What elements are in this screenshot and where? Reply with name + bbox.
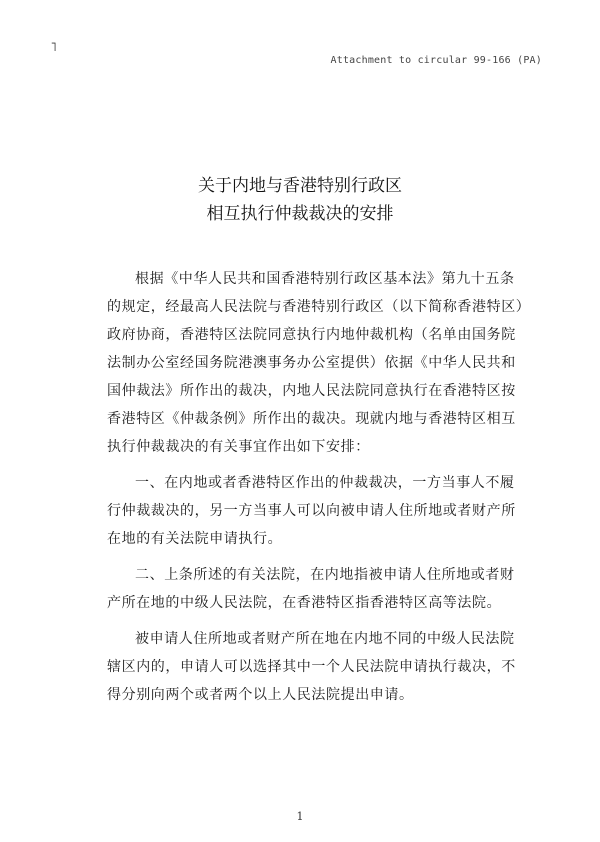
attachment-note: Attachment to circular 99-166 (PA) (330, 55, 542, 66)
paragraph-preamble: 根据《中华人民共和国香港特别行政区基本法》第九十五条的规定，经最高人民法院与香港特别行政区（以下简称香港特区）政府协商，香港特区法院同意执行内地仲裁机构（名单由国务院法制办公室经国务院港澳事务办公室提供）依据《中华人民共和国仲裁法》所作出的裁决，内地人民法院同意执行在香港特区按香港特区《仲裁条例》所作出的裁决。现就内地与香港特区相互执行仲裁裁决的有关事宜作出如下安排： (107, 271, 524, 455)
paragraph-article-2: 二、上条所述的有关法院，在内地指被申请人住所地或者财产所在地的中级人民法院，在香港特区指香港特区高等法院。 (107, 567, 515, 611)
document-title (0, 172, 600, 228)
page-number: 1 (296, 810, 304, 823)
title-line-2: 相互执行仲裁裁决的安排 (206, 204, 394, 224)
corner-mark: ˥ (50, 40, 58, 54)
paragraph-article-2-continued: 被申请人住所地或者财产所在地在内地不同的中级人民法院辖区内的，申请人可以选择其中一个人民法院申请执行裁决，不得分别向两个或者两个以上人民法院提出申请。 (107, 631, 516, 703)
paragraph-article-1: 一、在内地或者香港特区作出的仲裁裁决，一方当事人不履行仲裁裁决的，另一方当事人可以向被申请人住所地或者财产所在地的有关法院申请执行。 (107, 475, 516, 547)
document-body (107, 265, 527, 713)
title-line-1: 关于内地与香港特别行政区 (198, 176, 402, 196)
